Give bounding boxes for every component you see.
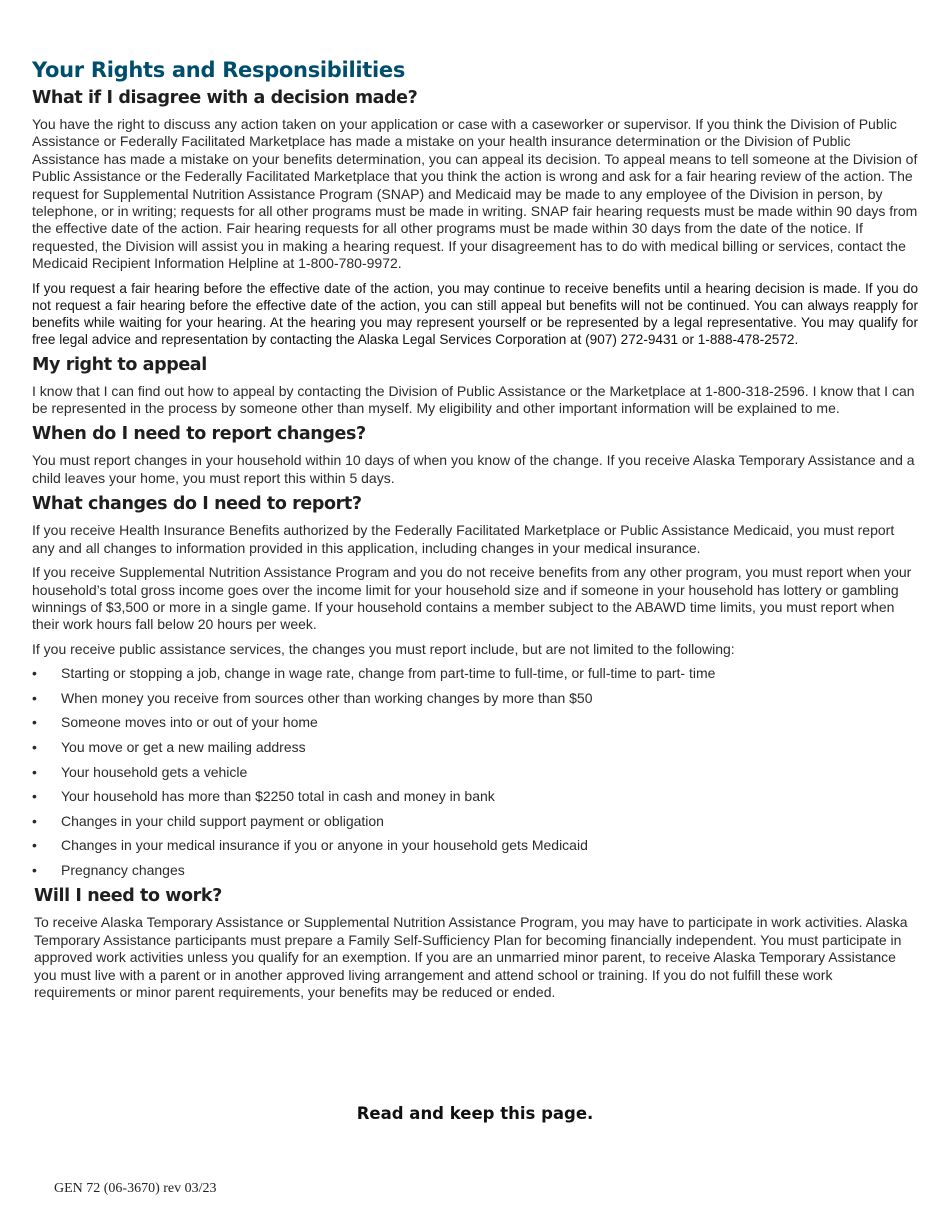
list-item-text: Pregnancy changes [61, 861, 185, 878]
list-item-text: Your household has more than $2250 total in cash and money in bank [61, 788, 495, 805]
list-item [32, 788, 918, 805]
when-report-paragraph-1: You must report changes in your household within 10 days of when you know of the change. If you receive Alaska Temporary Assistance and a child leaves your home, you must report this within 5 days. [32, 452, 915, 486]
bullet-marker: • [32, 837, 37, 854]
bullet-marker: • [32, 812, 37, 829]
section-appeal [32, 355, 918, 418]
section-disagree [32, 88, 918, 348]
list-item [32, 665, 918, 682]
bullet-marker: • [32, 738, 37, 755]
work-paragraph-1: To receive Alaska Temporary Assistance or Supplemental Nutrition Assistance Program, you may have to participate in work activities. Alaska Temporary Assistance participants must prepare a Family Self-Sufficiency Plan for becoming financially independent. You must participate in approved work activities unless you qualify for an exemption. If you are an unmarried minor parent, to receive Alaska Temporary Assistance you must live with a parent or in another approved living arrangement and attend school or training. If you do not fulfill these work requirements or minor parent requirements, your benefits may be reduced or ended. [34, 914, 908, 1001]
bullet-marker: • [32, 788, 37, 805]
bullet-marker: • [32, 714, 37, 731]
section-what-report [32, 494, 918, 879]
list-item-text: Changes in your child support payment or obligation [61, 812, 384, 829]
page-title: Your Rights and Responsibilities [32, 58, 406, 82]
keep-page-note: Read and keep this page. [356, 1104, 594, 1123]
changes-list [32, 665, 918, 879]
bullet-marker: • [32, 665, 37, 682]
bullet-marker: • [32, 689, 37, 706]
list-item [32, 739, 918, 756]
bullet-marker: • [32, 763, 37, 780]
form-identifier: GEN 72 (06-3670) rev 03/23 [54, 1181, 217, 1196]
list-item [32, 862, 918, 879]
document-body [32, 58, 918, 1009]
list-item [32, 690, 918, 707]
appeal-paragraph-1: I know that I can find out how to appeal by contacting the Division of Public Assistance or the Marketplace at 1-800-318-2596. I know that I can be represented in the process by someone other than myself. My eligibility and other important information will be explained to me. [32, 382, 915, 417]
list-item-text: Your household gets a vehicle [61, 763, 248, 780]
what-report-paragraph-1: If you receive Health Insurance Benefits authorized by the Federally Facilitated Marketplace or Public Assistance Medicaid, you must report any and all changes to information provided in this application, including changes in your medical insurance. [32, 522, 895, 556]
list-item-text: Changes in your medical insurance if you or anyone in your household gets Medicaid [61, 837, 588, 854]
section-heading-disagree: What if I disagree with a decision made? [32, 88, 418, 108]
list-item [32, 764, 918, 781]
disagree-paragraph-1: You have the right to discuss any action taken on your application or case with a caseworker or supervisor. If you think the Division of Public Assistance or Federally Facilitated Marketplace has made a mistake on your health insurance determination or the Division of Public Assistance has made a mistake on your benefits determination, you can appeal its decision. To appeal means to tell someone at the Division of Public Assistance or the Federally Facilitated Marketplace that you think the action is wrong and ask for a fair hearing review of the action. The request for Supplemental Nutrition Assistance Program (SNAP) and Medicaid may be made to any employee of the Division in person, by telephone, or in writing; requests for all other programs must be made in writing. SNAP fair hearing requests must be made within 90 days from the effective date of the action. Fair hearing requests for all other programs must be made within 30 days from the date of the notice. If requested, the Division will assist you in making a hearing request. If your disagreement has to do with medical billing or services, contact the Medicaid Recipient Information Helpline at 1-800-780-9972. [32, 116, 918, 272]
what-report-paragraph-3: If you receive public assistance services, the changes you must report include, but are not limited to the following: [32, 640, 735, 657]
list-item [32, 714, 918, 731]
list-item-text: You move or get a new mailing address [61, 738, 306, 755]
bullet-marker: • [32, 861, 37, 878]
section-work [34, 886, 918, 1001]
disagree-paragraph-2: If you request a fair hearing before the effective date of the action, you may continue to receive benefits until a hearing decision is made. If you do not request a fair hearing before the effective date of the action, you can still appeal but benefits will not be continued. You can always reapply for benefits while waiting for your hearing. At the hearing you may represent yourself or be represented by a legal representative. You may qualify for free legal advice and representation by contacting the Alaska Legal Services Corporation at (907) 272-9431 or 1-888-478-2572. [32, 280, 918, 347]
list-item-text: When money you receive from sources other than working changes by more than $50 [61, 689, 593, 706]
section-heading-when-report: When do I need to report changes? [32, 424, 366, 445]
section-heading-work: Will I need to work? [34, 886, 222, 907]
section-when-report [32, 424, 918, 487]
section-heading-appeal: My right to appeal [32, 354, 207, 375]
list-item [32, 837, 918, 854]
section-heading-what-report: What changes do I need to report? [32, 494, 362, 515]
list-item-text: Someone moves into or out of your home [61, 714, 318, 731]
list-item [32, 813, 918, 830]
list-item-text: Starting or stopping a job, change in wage rate, change from part-time to full-time, or full-time to part- time [61, 665, 716, 682]
what-report-paragraph-2: If you receive Supplemental Nutrition Assistance Program and you do not receive benefits from any other program, you must report when your household’s total gross income goes over the income limit for your household size and if someone in your household has lottery or gambling winnings of $3,500 or more in a single game. If your household contains a member subject to the ABAWD time limits, you must report when their work hours fall below 20 hours per week. [32, 564, 912, 633]
